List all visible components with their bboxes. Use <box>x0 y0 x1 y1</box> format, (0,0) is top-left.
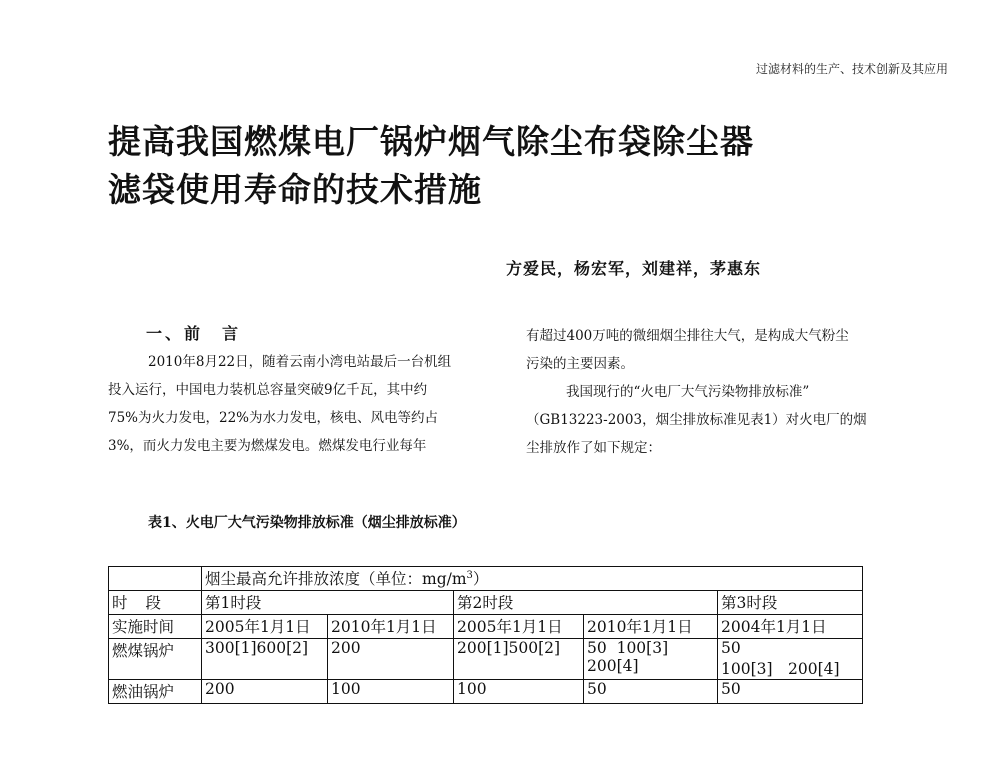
value-cell: 200[1]500[2] <box>454 639 584 680</box>
table-row <box>109 639 863 680</box>
paragraph-line: 我国现行的“火电厂大气污染物排放标准” <box>566 384 810 400</box>
impl-label: 实施时间 <box>109 615 202 639</box>
value-cell: 50 <box>718 680 863 704</box>
paragraph-line: 有超过400万吨的微细烟尘排往大气，是构成大气粉尘 <box>526 328 849 344</box>
table-row <box>109 615 863 639</box>
unit-superscript: 3 <box>466 569 473 581</box>
paragraph-line: 75%为火力发电，22%为水力发电，核电、风电等约占 <box>108 410 439 426</box>
value-cell: 100 <box>454 680 584 704</box>
concentration-header: 烟尘最高允许排放浓度（单位：mg/m <box>205 570 467 588</box>
value-cell: 200 <box>202 680 328 704</box>
oil-label: 燃油锅炉 <box>109 680 202 704</box>
table-row <box>109 591 863 615</box>
coal-label: 燃煤锅炉 <box>109 639 202 680</box>
period-label: 时段 <box>109 591 202 615</box>
concentration-header-close: ） <box>472 570 489 588</box>
value-line: 50 <box>721 639 741 657</box>
paragraph-line: 投入运行，中国电力装机总容量突破9亿千瓦，其中约 <box>108 382 428 398</box>
section-heading: 一、前 言 <box>146 324 242 343</box>
value-line: 100[3] 200[4] <box>721 660 840 678</box>
table-caption: 表1、火电厂大气污染物排放标准（烟尘排放标准） <box>148 515 466 531</box>
author-list: 方爱民，杨宏军，刘建祥，茅惠东 <box>506 259 762 278</box>
value-cell: 50 <box>584 680 718 704</box>
value-cell: 300[1]600[2] <box>202 639 328 680</box>
period-3: 第3时段 <box>718 591 863 615</box>
value-line: 200[4] <box>587 657 639 675</box>
left-column <box>108 320 513 460</box>
title-line-2: 滤袋使用寿命的技术措施 <box>108 170 482 209</box>
title-line-1: 提高我国燃煤电厂锅炉烟气除尘布袋除尘器 <box>108 122 754 161</box>
paragraph-line: 3%，而火力发电主要为燃煤发电。燃煤发电行业每年 <box>108 438 427 454</box>
paragraph-line: 污染的主要因素。 <box>526 356 634 372</box>
table-header-cell <box>202 567 863 591</box>
value-cell <box>718 639 863 680</box>
date-cell: 2010年1月1日 <box>328 615 454 639</box>
paragraph-line: 2010年8月22日，随着云南小湾电站最后一台机组 <box>148 354 452 370</box>
running-header: 过滤材料的生产、技术创新及其应用 <box>755 62 948 76</box>
period-2: 第2时段 <box>454 591 718 615</box>
date-cell: 2004年1月1日 <box>718 615 863 639</box>
date-cell: 2005年1月1日 <box>454 615 584 639</box>
value-cell: 200 <box>328 639 454 680</box>
table-row <box>109 567 863 591</box>
value-line: 50 100[3] <box>587 639 669 657</box>
value-cell <box>584 639 718 680</box>
paragraph-line: （GB13223-2003，烟尘排放标准见表1）对火电厂的烟 <box>526 412 867 428</box>
value-cell: 100 <box>328 680 454 704</box>
date-cell: 2010年1月1日 <box>584 615 718 639</box>
date-cell: 2005年1月1日 <box>202 615 328 639</box>
period-1: 第1时段 <box>202 591 454 615</box>
table-row <box>109 680 863 704</box>
table-cell <box>109 567 202 591</box>
paragraph-line: 尘排放作了如下规定： <box>526 440 661 456</box>
right-column <box>526 322 926 462</box>
emission-standard-table <box>108 566 863 704</box>
article-title <box>108 118 754 214</box>
